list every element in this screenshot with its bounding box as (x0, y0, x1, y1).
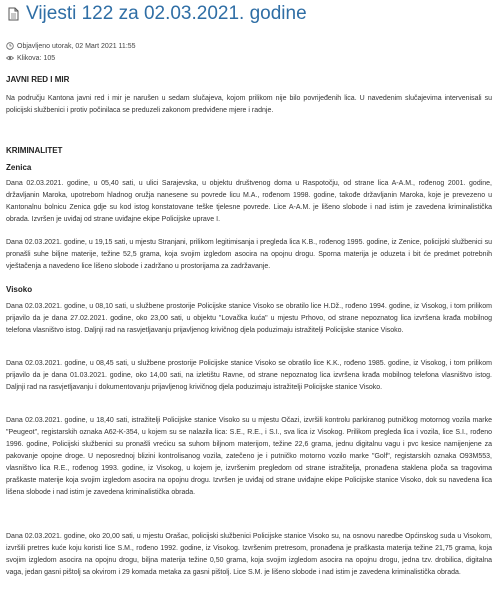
published-date: Objavljeno utorak, 02 Mart 2021 11:55 (17, 42, 136, 50)
article-title[interactable]: Vijesti 122 za 02.03.2021. godine (26, 3, 307, 24)
paragraph-visoko-3: Dana 02.03.2021. godine, u 18,40 sati, istražitelji Policijske stanice Visoko su u mjestu Očazi, izvršili kontrolu parkiranog putničkog motornog vozila marke "Peugeot", registarskih oznaka A62-K-354, u kojem su se nalazila lica: S.E., R.E., i S.I., sva lica iz Visokog. Prilikom pregleda lica i vozila, lice S.I., rođeno 1996. godine, Policijski službenici su pronašli vrećicu sa suhom biljnom materijom, težine 22,6 grama, jednu digitalnu vagu i pvc kesice namijenjene za pakovanje opojne droge. U neposrednoj blizini kontrolisanog vozila, zatečeno je i putničko motorno vozilo marke "Golf", registarskih oznaka O93M553, vlasništvo lica R.E., rođenog 1993. godine, iz Visokog, u kojem je, izvršenim pregledom od strane istražitelja, pronađena staklena ploča sa tragovima praškaste materije koja svojim izgledom asocira na opojnu drogu. Izvršen je uviđaj od strane uviđajne ekipe Policijske stanice Visoko, dok su navedena lica lišena slobode i nad istim je zavedena kriminalistička obrada. (6, 417, 492, 496)
click-count: Klikova: 105 (17, 54, 56, 62)
clicks-meta (6, 54, 55, 62)
title-row (6, 2, 307, 26)
heading-kriminalitet: KRIMINALITET (6, 146, 63, 155)
heading-visoko: Visoko (6, 285, 33, 294)
paragraph-javni-red: Na području Kantona javni red i mir je narušen u sedam slučajeva, kojom prilikom nije bilo povrijeđenih lica. U navedenim slučajevima intervenisali su policijski službenici i protiv počinilaca se preduzeli zakonom predviđene mjere i radnje. (6, 95, 492, 114)
paragraph-visoko-1: Dana 02.03.2021. godine, u 08,10 sati, u službene prostorije Policijske stanice Visoko se obratilo lice H.Dž., rođeno 1994. godine, iz Visokog, i tom prilikom prijavilo da je dana 27.02.2021. godine, oko 23,00 sati, u objektu "Lovačka kuća" u mjestu Prhovo, od strane nepoznatog lica izvršena krađa mobilnog telefona vlasništvo istog. Daljnji rad na rasvjetljavanju prijavljenog krivičnog djela poduzimaju istražitelji Policijske stanice Visoko. (6, 303, 492, 334)
eye-icon (6, 54, 14, 62)
clock-icon (6, 42, 14, 50)
paragraph-visoko-2: Dana 02.03.2021. godine, u 08,45 sati, u službene prostorije Policijske stanice Visoko se obratilo lice K.K., rođeno 1985. godine, iz Visokog, i tom prilikom prijavilo da je dana 01.03.2021. godine, oko 14,00 sati, na izletištu Ravne, od strane nepoznatog lica izvršena krađa mobilnog telefona vlasništvo istog. Daljnji rad na rasvjetljavanju i dokumentovanju prijavljenog krivičnog djela poduzimaju istražitelji Policijske stanice Visoko. (6, 360, 492, 391)
published-meta (6, 42, 136, 50)
document-icon (6, 7, 20, 21)
paragraph-visoko-4: Dana 02.03.2021. godine, oko 20,00 sati, u mjestu Orašac, policijski službenici Policijske stanice Visoko su, na osnovu naredbe Općinskog suda u Visokom, izvršili pretres kuće koju koristi lice S.M., rođeno 1992. godine, iz Visokog. Izvršenim pretresom, pronađena je praškasta materija težine 21,75 grama, koja svojim izgledom asocira na opojnu drogu, biljna materija težine 0,50 grama, koja svojim izgledom asocira na opojnu drogu, jedna tzv. drobilica, digitalna vaga, jedan gasni pištolj sa okvirom i 29 komada metaka za gasni pištolj. Lice S.M. je lišeno slobode i nad istim je zavedena kriminalistička obrada. (6, 533, 492, 576)
paragraph-zenica-1: Dana 02.03.2021. godine, u 05,40 sati, u ulici Sarajevska, u objektu društvenog doma u Raspotočju, od strane lica A-A.M., rođenog 2001. godine, državljanin Maroka, upotrebom hladnog oružja nanesene su povrede licu M.A., rođenom 1998. godine, takođe državljanin Maroka, koje je prevezeno u Kantonalnu bolnicu Zenica gdje su kod istog konstatovane teške tjelesne povrede. Lice A-A.M. je lišeno slobode i nad istim je zavedena kriminalistička obrada. Izvršen je uviđaj od strane uviđajne ekipe Policijske uprave I. (6, 180, 492, 223)
paragraph-zenica-2: Dana 02.03.2021. godine, u 19,15 sati, u mjestu Stranjani, prilikom legitimisanja i pregleda lica K.B., rođenog 1995. godine, iz Zenice, policijski službenici su pronašli suhe biljne materije, težine 52,5 grama, koja svojim izgledom asocira na opojnu drogu. Sporna materija je oduzeta i bit će predmet potrebnih vještačenja a navedeno lice lišeno slobode i zadržano u prostorijama za zadržavanje. (6, 239, 492, 270)
heading-zenica: Zenica (6, 163, 32, 172)
heading-javni-red: JAVNI RED I MIR (6, 75, 70, 84)
